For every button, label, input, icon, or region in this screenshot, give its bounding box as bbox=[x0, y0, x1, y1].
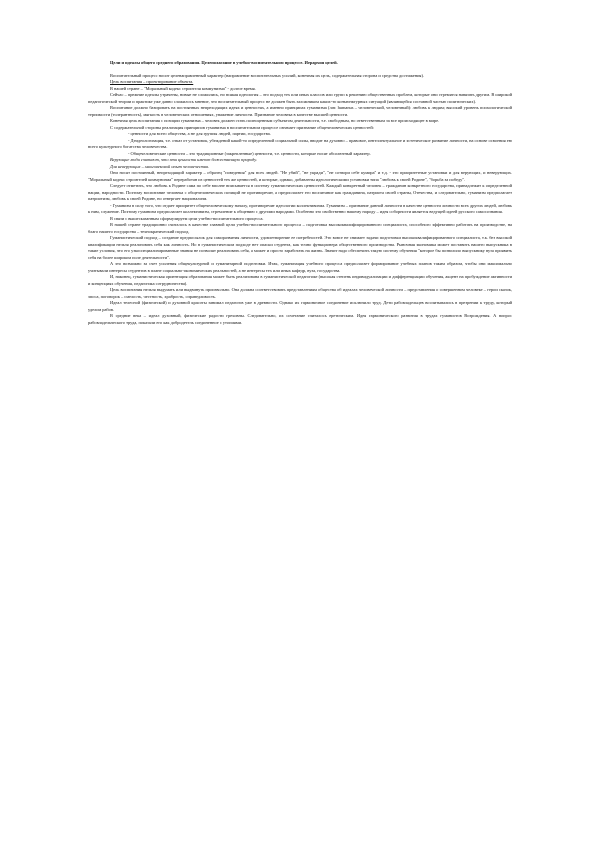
document-title: Цели и идеалы общего среднего образования. Целеполагание в учебно-воспитательном процессе. Иерархия целей. bbox=[110, 60, 338, 65]
paragraph: Для неверующих – многовековой опыт человечества. bbox=[110, 163, 210, 169]
paragraph: И, наконец, гуманистическая ориентация образования может быть реализована в гуманистической педагогике (высокая степень индивидуализации и дифференциации обучения, акцент на пробуждение активности и концепциях обучения, педагогика сотрудничества). bbox=[88, 274, 512, 286]
paragraph: - Деидеологизация, т.е. отказ от установок, убеждений какой-то определенной социальной силы, вводит на духовно – правовое, интеллектуальное и эстетическое развитие личности, на основе освоения ею всего культурного богатства человечества. bbox=[88, 137, 512, 149]
paragraph: Они носят постоянный, непреходящий характер – образец "поведения" для всех людей. "Не убий", "не укради", "не сотвори себе кумира" и т.д. - это приоритетные установки и для верующих, и неверующих. "Моральный кодекс строителей коммунизма" переработан из ценностей тех же ценностей, и которые, однако, добавлены идеологическими установки типа "любовь к своей Родине", "борьба за победу". bbox=[88, 170, 512, 182]
document-body bbox=[88, 73, 512, 327]
paragraph: Цель воспитания нельзя выдумать или выдвинуть произвольно. Она должна соответствовать представлениям общества об идеалах человеческой личности – представления о совершенном человеке – герои сказок, эпоса, поговорок – смелость, честность, храбрость, справедливость. bbox=[88, 287, 512, 299]
paragraph: Верующие люди считают, что эти ценности имеют божественную природу. bbox=[110, 157, 257, 162]
paragraph: В средние века – идеал духовный, физические радости греховны. Следовательно, их сочетание считалось еретическим. Идея гармонического развития в трудах гуманистов Возрождения. А вопрос рабовладельческого труда, показали его как добродетель соединенное с утопиями. bbox=[88, 313, 512, 325]
paragraph: - Общечеловеческие ценности – это традиционные (закрепленные) ценности, т.е. ценности, которые носят абсолютный характер. bbox=[128, 150, 371, 156]
paragraph: Цель воспитания – проектирование объекта. bbox=[110, 79, 194, 84]
document-page bbox=[88, 60, 512, 326]
paragraph: Конечная цель воспитания с позиции гуманизма – человек должен стать полноценным субъектом деятельности, т.е. свободным, но ответственным за все происходящее в мире. bbox=[110, 118, 440, 123]
paragraph: - Гуманизм в силу того, что отдает приоритет общечеловеческому началу, противоречит идеологии коллективизма. Гуманизм – признание данной личности в качестве ценности личности всех других людей, любовь к ним, служение. Поэтому гуманизм предполагает коллективизм, стремление к общению с другими народами. Особенно это свойственно нашему народу – идея соборности является ведущей идеей русского самосознания. bbox=[88, 202, 512, 214]
paragraph: В нашей стране – "Моральный кодекс строителя коммунизма" - долгое время. bbox=[110, 85, 256, 91]
paragraph: В нашей стране традиционно считалось в качестве главной цели учебно-воспитательного процесса – подготовка высококвалифицированного специалиста, способного эффективно работать на производстве, на благо нашего государства – технократический подход. bbox=[88, 222, 512, 234]
paragraph: С содержательной стороны реализация принципов гуманизма в воспитательном процессе означает признание общечеловеческих ценностей: bbox=[110, 124, 374, 130]
paragraph: В связи с вышесказанным сформулируем цели учебно-воспитательного процесса. bbox=[110, 215, 264, 221]
paragraph: Гуманистический подход – создание предпосылок для саморазвития личности, удовлетворение ее потребностей. Это вовсе не снимает задачи подготовки высококвалифицированного специалиста, т.к. без высокой квалификации нельзя реализовать себя как личность. Но в гуманистическом подходе нет опаски студента, как точно функционера общественного производства. Рыночная экономика может поставить нашего выпускника в такие условия, что его узкоспециализированные знания не позволят реализовать себя, а может и просто заработать на жизнь. Значит надо обеспечить такую систему обучения "которое бы позволило выпускнику вуза проявить себя на более широком поле деятельности". bbox=[88, 235, 512, 260]
paragraph: Идеал телесной (физической) и духовной красоты занимал педагогов уже в древности. Однако их гармоничное соединение исключило труд. Дети рабовладельцев воспитывались в презрении к труду, который уделом рабов. bbox=[88, 300, 512, 312]
paragraph: Воспитание должно базировать на постоянных непреходящих идеях и ценностях, а именно принципах гуманизма (лат. humanus – человеческий, человечный): любовь к людям; высокий уровень психологической терпимости (толерантность), мягкость в человеческих отношениях, уважение личности. Признание человека в качестве высшей ценности. bbox=[88, 105, 512, 117]
paragraph: А это возможно за счет усиления общекультурной и гуманитарной подготовки. Итак, гуманизация учебного процесса предполагает формирование учебных планов таким образом, чтобы они максимально учитывали интересы студентов в плане социально-экономических реальностей, а не интересы тех или иных кафедр, вуза, государства. bbox=[88, 261, 512, 273]
paragraph: Сейчас – прежние идеалы утрачены, новые не сложились, но всякая идеология – это подход тех или иных классов или групп к решению общественных проблем, которые они стремятся навязать другим. В широкой педагогической теории и практике уже давно сложилось мнение, что воспитательный процесс не должен быть заложником каких-то конъюнктурных ситуаций (являющейся составной частью политических). bbox=[88, 92, 512, 104]
paragraph: - ценности для всего общества, а не для группы людей, партии, государства. bbox=[128, 131, 271, 136]
paragraph: Воспитательный процесс носит целенаправленный характер (направление воспитательных усилий, конечная их цель, содержательная сторона и средства достижения). bbox=[110, 72, 425, 78]
paragraph: Следует отметить, что любовь к Родине сама по себе вполне вписывается в систему гуманистических ценностей. Каждый конкретный человек – гражданин конкретного государства, принадлежит к определенной нации, народности. Поэтому воспитание человека с общечеловеческих позиций не противоречит, а предполагает его воспитание как гражданина, патриота своей страны, Отечества, и следовательно, гуманизм предполагает патриотизм, любовь к своей Родине, но отвергает национализм. bbox=[88, 183, 512, 201]
